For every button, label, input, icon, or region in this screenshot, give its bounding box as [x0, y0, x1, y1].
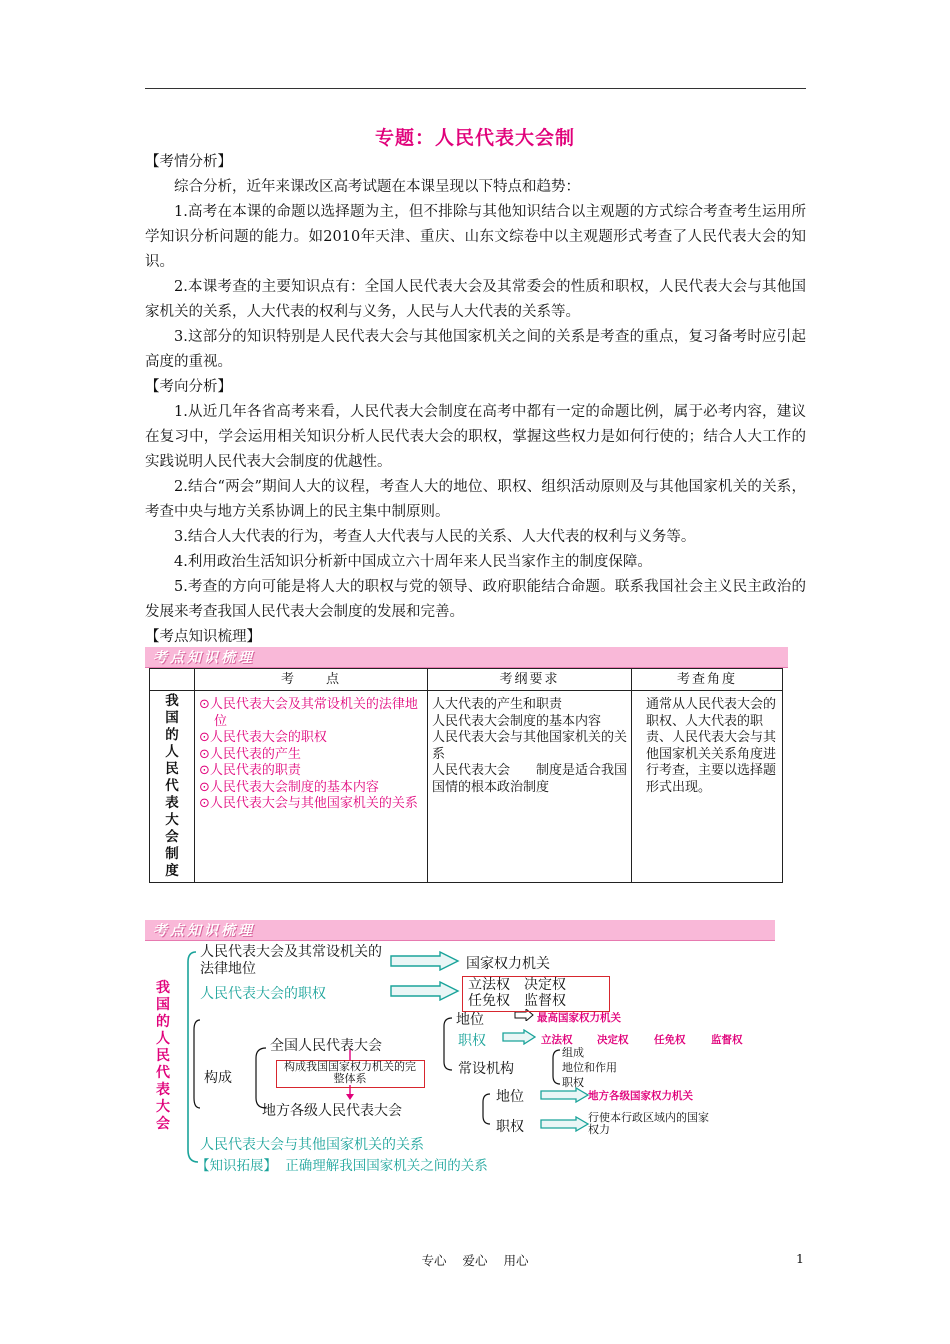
standing-label: 常设机构	[458, 1061, 514, 1077]
local-powers-value: 行使本行政区域内的国家权力	[588, 1111, 709, 1136]
local-status-value: 地方各级国家权力机关	[588, 1090, 693, 1102]
list-item: ⊙人民代表的产生	[199, 746, 301, 762]
vertical-char: 我	[156, 980, 170, 996]
section-heading: 【考情分析】	[145, 154, 232, 170]
vertical-char: 民	[156, 1048, 170, 1064]
arrow-icon	[390, 981, 460, 1001]
page-number: 1	[796, 1251, 804, 1266]
list-item: ⊙人民代表的职责	[199, 763, 301, 778]
extension-line	[196, 1154, 488, 1174]
npc-power-item: 任免权	[654, 1034, 686, 1046]
table-header: 考 点	[195, 669, 428, 691]
npc-powers: 职权	[458, 1033, 486, 1049]
composition-label: 构成	[204, 1070, 232, 1086]
band-label: 考点知识梳理	[153, 650, 255, 666]
vertical-char: 表	[156, 1082, 170, 1098]
npc-label: 全国人民代表大会	[270, 1038, 382, 1054]
composition-sub-bracket	[256, 1048, 266, 1108]
table-header: 考纲要求	[428, 669, 632, 691]
vertical-char: 表	[165, 795, 179, 811]
paragraph: 综合分析，近年来课改区高考试题在本课呈现以下特点和趋势：	[174, 179, 580, 195]
npc-power-item: 决定权	[597, 1034, 629, 1046]
npc-power-item: 监督权	[711, 1034, 743, 1046]
vertical-char: 度	[165, 863, 179, 879]
vertical-char: 国	[165, 710, 179, 726]
list-item: ⊙人民代表大会及其常设机关的法律地位	[199, 697, 418, 729]
paragraph: 1.从近几年各省高考来看，人民代表大会制度在高考中都有一定的命题比例，属于必考内容，建议在复习中，学会运用相关知识分析人民代表大会的职权，掌握这些权力是如何行使的；结合人大工作的实践说明人民代表大会制度的优越性。	[145, 404, 806, 470]
local-label: 地方各级人民代表大会	[262, 1103, 402, 1119]
paragraph: 3.结合人大代表的行为，考查人大代表与人民的关系、人大代表的权利与义务等。	[174, 529, 696, 545]
npc-status: 地位	[456, 1012, 484, 1028]
vertical-char: 的	[165, 727, 179, 743]
paragraph: 2.本课考查的主要知识点有：全国人民代表大会及其常委会的性质和职权，人民代表大会与其他国家机关的关系，人大代表的权利与义务，人民与人大代表的关系等。	[145, 279, 806, 320]
arrow-icon	[540, 1116, 590, 1132]
vertical-char: 制	[165, 846, 179, 862]
section-heading: 【考点知识梳理】	[145, 629, 261, 645]
npc-power-item: 立法权	[541, 1034, 573, 1046]
paragraph: 2.结合“两会”期间人大的议程，考查人大的地位、职权、组织活动原则及与其他国家机关的关系，考查中央与地方关系协调上的民主集中制原则。	[145, 479, 806, 520]
standing-item: 职权	[562, 1076, 584, 1089]
legal-status	[200, 944, 390, 978]
vertical-char: 国	[156, 997, 170, 1013]
page-footer	[0, 1251, 950, 1269]
arrow-icon	[390, 951, 460, 971]
vertical-char: 民	[165, 761, 179, 777]
list-item: ⊙人民代表大会的职权	[199, 730, 327, 745]
composition-bracket	[194, 1020, 200, 1108]
vertical-char: 人	[156, 1031, 170, 1047]
angle-cell: 通常从人民代表大会的职权、人大代表的职责、人民代表大会与其他国家机关关系角度进行考查，主要以选择题形式出现。	[632, 691, 783, 883]
local-bracket	[483, 1094, 490, 1124]
extension-tag: 【知识拓展】	[196, 1158, 277, 1174]
vertical-char: 人	[165, 744, 179, 760]
section-heading: 【考向分析】	[145, 379, 232, 395]
npc-bracket	[444, 1018, 452, 1070]
list-item: ⊙人民代表大会制度的基本内容	[199, 779, 379, 795]
standing-item: 组成	[562, 1046, 584, 1059]
paragraph: 1.高考在本课的命题以选择题为主，但不排除与其他知识结合以主观题的方式综合考查考生运用所学知识分析问题的能力。如2010年天津、重庆、山东文综卷中以主观题形式考查了人民代表大会的知识。	[145, 204, 806, 270]
requirements-cell: 人大代表的产生和职责 人民代表大会制度的基本内容 人民代表大会与其他国家机关的关系 人民代表大会 制度是适合我国国情的根本政治制度	[428, 691, 632, 883]
powers-row: 任免权 监督权	[468, 993, 566, 1009]
local-status: 地位	[496, 1089, 524, 1105]
page-title: 专题：人民代表大会制	[374, 127, 575, 149]
legal-status-text: 人民代表大会及其常设机关的法律地位	[200, 944, 382, 977]
paragraph: 3.这部分的知识特别是人民代表大会与其他国家机关之间的关系是考查的重点，复习备考时应引起高度的重视。	[145, 329, 806, 370]
band-label: 考点知识梳理	[153, 923, 255, 939]
list-item: ⊙人民代表大会与其他国家机关的关系	[199, 796, 418, 811]
vertical-char: 大	[165, 812, 179, 828]
footer-item: 爱心	[462, 1253, 488, 1268]
table-header: 考查角度	[632, 669, 783, 691]
vertical-char: 代	[165, 778, 179, 794]
vertical-char: 我	[165, 693, 179, 709]
local-powers: 职权	[496, 1119, 524, 1135]
standing-bracket	[553, 1050, 560, 1084]
vertical-char: 的	[156, 1014, 170, 1030]
extension-text: 正确理解我国国家机关之间的关系	[285, 1158, 488, 1174]
powers-row: 立法权 决定权	[468, 977, 566, 993]
main-bracket	[188, 952, 198, 1162]
vertical-char: 大	[156, 1099, 170, 1115]
arrow-icon	[502, 1029, 536, 1045]
relation-label: 人民代表大会与其他国家机关的关系	[200, 1137, 424, 1153]
vertical-char: 会	[165, 829, 179, 845]
organ-label: 国家权力机关	[466, 956, 550, 972]
vertical-char: 会	[156, 1116, 170, 1132]
footer-item: 用心	[503, 1253, 529, 1268]
npc-status-value: 最高国家权力机关	[537, 1012, 621, 1024]
footer-item: 专心	[421, 1253, 447, 1268]
standing-item: 地位和作用	[562, 1061, 617, 1074]
paragraph: 5.考查的方向可能是将人大的职权与党的领导、政府职能结合命题。联系我国社会主义民主政治的发展来考查我国人民代表大会制度的发展和完善。	[145, 579, 806, 620]
powers-label: 人民代表大会的职权	[200, 986, 326, 1002]
paragraph: 4.利用政治生活知识分析新中国成立六十周年来人民当家作主的制度保障。	[174, 554, 652, 570]
whole-system: 构成我国国家权力机关的完整体系	[284, 1060, 416, 1085]
vertical-char: 代	[156, 1065, 170, 1081]
